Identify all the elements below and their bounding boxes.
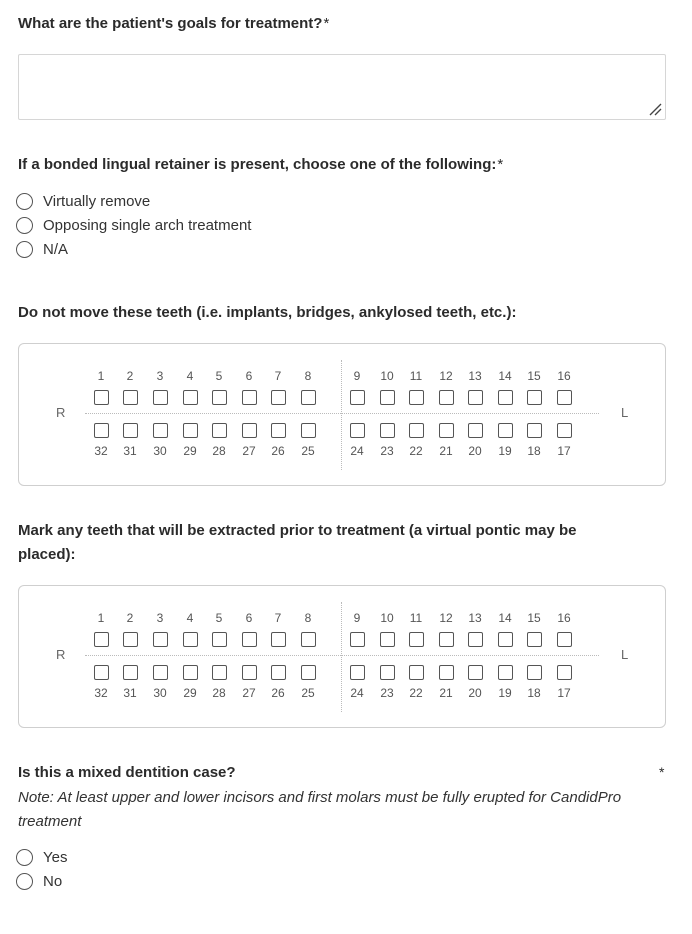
extract-tooth-checkbox[interactable]	[94, 665, 109, 680]
radio-button[interactable]	[16, 241, 33, 258]
tooth-number-label: 21	[439, 444, 453, 458]
midline-divider	[341, 360, 342, 470]
radio-button[interactable]	[16, 193, 33, 210]
do-not-move-tooth-checkbox[interactable]	[271, 390, 286, 405]
mixed-dentition-question-text: Is this a mixed dentition case?	[18, 764, 236, 781]
tooth-number-label: 15	[527, 369, 541, 383]
tooth-number-label: 1	[97, 369, 105, 383]
tooth-number-label: 8	[304, 611, 312, 625]
tooth-number-label: 26	[271, 686, 285, 700]
do-not-move-tooth-checkbox[interactable]	[242, 423, 257, 438]
do-not-move-tooth-checkbox[interactable]	[439, 423, 454, 438]
midline-divider	[341, 602, 342, 712]
mixed-dentition-question-label	[18, 761, 236, 785]
right-side-label: R	[56, 405, 66, 420]
tooth-number-label: 31	[123, 686, 137, 700]
left-side-label: L	[621, 647, 629, 662]
tooth-number-label: 16	[557, 611, 571, 625]
tooth-number-label: 32	[94, 444, 108, 458]
extract-question-label	[18, 519, 638, 567]
extract-tooth-checkbox[interactable]	[242, 665, 257, 680]
tooth-number-label: 9	[353, 369, 361, 383]
tooth-number-label: 28	[212, 686, 226, 700]
retainer-question-text: If a bonded lingual retainer is present, choose one of the following:	[18, 156, 497, 173]
tooth-number-label: 23	[380, 686, 394, 700]
extract-tooth-chart	[18, 585, 666, 728]
right-side-label: R	[56, 647, 66, 662]
do-not-move-tooth-checkbox[interactable]	[527, 423, 542, 438]
do-not-move-tooth-checkbox[interactable]	[94, 423, 109, 438]
extract-tooth-checkbox[interactable]	[498, 632, 513, 647]
tooth-number-label: 22	[409, 444, 423, 458]
do-not-move-tooth-checkbox[interactable]	[557, 390, 572, 405]
do-not-move-tooth-checkbox[interactable]	[350, 390, 365, 405]
tooth-number-label: 9	[353, 611, 361, 625]
extract-tooth-checkbox[interactable]	[468, 632, 483, 647]
goals-textarea[interactable]	[18, 54, 666, 120]
tooth-number-label: 16	[557, 369, 571, 383]
do-not-move-tooth-checkbox[interactable]	[557, 423, 572, 438]
do-not-move-tooth-checkbox[interactable]	[380, 390, 395, 405]
radio-option-virtually-remove[interactable]	[16, 191, 150, 211]
tooth-number-label: 28	[212, 444, 226, 458]
tooth-number-label: 11	[409, 611, 423, 625]
tooth-number-label: 17	[557, 686, 571, 700]
do-not-move-tooth-checkbox[interactable]	[301, 390, 316, 405]
extract-tooth-checkbox[interactable]	[527, 632, 542, 647]
do-not-move-tooth-checkbox[interactable]	[271, 423, 286, 438]
extract-tooth-checkbox[interactable]	[301, 632, 316, 647]
tooth-number-label: 14	[498, 369, 512, 383]
goals-question-text: What are the patient's goals for treatment?	[18, 15, 323, 32]
extract-tooth-checkbox[interactable]	[153, 665, 168, 680]
tooth-number-label: 29	[183, 444, 197, 458]
extract-tooth-checkbox[interactable]	[242, 632, 257, 647]
tooth-number-label: 14	[498, 611, 512, 625]
extract-tooth-checkbox[interactable]	[212, 665, 227, 680]
tooth-number-label: 2	[126, 369, 134, 383]
do-not-move-tooth-checkbox[interactable]	[439, 390, 454, 405]
do-not-move-tooth-checkbox[interactable]	[380, 423, 395, 438]
resize-grip-icon[interactable]	[648, 102, 662, 116]
radio-option-yes[interactable]	[16, 847, 67, 867]
tooth-number-label: 3	[156, 611, 164, 625]
tooth-number-label: 10	[380, 369, 394, 383]
radio-option-no[interactable]	[16, 871, 62, 891]
tooth-number-label: 20	[468, 686, 482, 700]
tooth-number-label: 19	[498, 444, 512, 458]
radio-button[interactable]	[16, 217, 33, 234]
radio-label: No	[43, 872, 63, 890]
do-not-move-tooth-checkbox[interactable]	[301, 423, 316, 438]
tooth-number-label: 8	[304, 369, 312, 383]
do-not-move-tooth-checkbox[interactable]	[153, 390, 168, 405]
extract-tooth-checkbox[interactable]	[271, 632, 286, 647]
tooth-number-label: 17	[557, 444, 571, 458]
tooth-number-label: 6	[245, 611, 253, 625]
tooth-number-label: 6	[245, 369, 253, 383]
tooth-number-label: 2	[126, 611, 134, 625]
tooth-number-label: 7	[274, 611, 282, 625]
do-not-move-question-text: Do not move these teeth (i.e. implants, bridges, ankylosed teeth, etc.):	[18, 304, 517, 321]
extract-tooth-checkbox[interactable]	[498, 665, 513, 680]
extract-tooth-checkbox[interactable]	[94, 632, 109, 647]
radio-label: N/A	[43, 240, 69, 258]
extract-tooth-checkbox[interactable]	[212, 632, 227, 647]
tooth-number-label: 32	[94, 686, 108, 700]
tooth-number-label: 22	[409, 686, 423, 700]
tooth-number-label: 15	[527, 611, 541, 625]
extract-tooth-checkbox[interactable]	[123, 665, 138, 680]
radio-label: Virtually remove	[43, 192, 151, 210]
do-not-move-tooth-checkbox[interactable]	[94, 390, 109, 405]
tooth-number-label: 25	[301, 444, 315, 458]
do-not-move-question-label	[18, 301, 516, 325]
tooth-number-label: 30	[153, 444, 167, 458]
tooth-number-label: 24	[350, 686, 364, 700]
extract-tooth-checkbox[interactable]	[380, 632, 395, 647]
do-not-move-tooth-checkbox[interactable]	[212, 390, 227, 405]
extract-tooth-checkbox[interactable]	[439, 665, 454, 680]
tooth-number-label: 12	[439, 369, 453, 383]
required-mark: *	[659, 764, 665, 780]
retainer-question-label	[18, 153, 503, 177]
tooth-number-label: 20	[468, 444, 482, 458]
extract-question-text: Mark any teeth that will be extracted prior to treatment (a virtual pontic may be placed):	[18, 522, 577, 563]
radio-label: Opposing single arch treatment	[43, 216, 252, 234]
do-not-move-tooth-checkbox[interactable]	[527, 390, 542, 405]
do-not-move-tooth-checkbox[interactable]	[498, 390, 513, 405]
tooth-number-label: 31	[123, 444, 137, 458]
extract-tooth-checkbox[interactable]	[439, 632, 454, 647]
extract-tooth-checkbox[interactable]	[380, 665, 395, 680]
do-not-move-tooth-checkbox[interactable]	[153, 423, 168, 438]
required-mark: *	[497, 156, 504, 173]
arch-divider	[85, 655, 599, 656]
tooth-number-label: 27	[242, 444, 256, 458]
radio-button[interactable]	[16, 873, 33, 890]
left-side-label: L	[621, 405, 629, 420]
do-not-move-tooth-checkbox[interactable]	[468, 423, 483, 438]
do-not-move-tooth-checkbox[interactable]	[183, 390, 198, 405]
mixed-dentition-note: Note: At least upper and lower incisors and first molars must be fully erupted for CandidPro treatment	[18, 789, 622, 830]
tooth-number-label: 5	[215, 369, 223, 383]
do-not-move-tooth-checkbox[interactable]	[468, 390, 483, 405]
tooth-number-label: 29	[183, 686, 197, 700]
extract-tooth-checkbox[interactable]	[183, 632, 198, 647]
tooth-number-label: 4	[186, 369, 194, 383]
extract-tooth-checkbox[interactable]	[409, 632, 424, 647]
tooth-number-label: 1	[97, 611, 105, 625]
do-not-move-tooth-checkbox[interactable]	[242, 390, 257, 405]
extract-tooth-checkbox[interactable]	[123, 632, 138, 647]
extract-tooth-checkbox[interactable]	[409, 665, 424, 680]
tooth-number-label: 11	[409, 369, 423, 383]
do-not-move-tooth-checkbox[interactable]	[409, 390, 424, 405]
do-not-move-tooth-checkbox[interactable]	[123, 423, 138, 438]
tooth-number-label: 5	[215, 611, 223, 625]
required-mark: *	[323, 15, 330, 32]
tooth-number-label: 26	[271, 444, 285, 458]
tooth-number-label: 24	[350, 444, 364, 458]
goals-question-label	[18, 12, 329, 36]
do-not-move-tooth-checkbox[interactable]	[183, 423, 198, 438]
extract-tooth-checkbox[interactable]	[153, 632, 168, 647]
tooth-number-label: 3	[156, 369, 164, 383]
extract-tooth-checkbox[interactable]	[557, 632, 572, 647]
radio-option-opposing-single-arch[interactable]	[16, 215, 251, 235]
radio-button[interactable]	[16, 849, 33, 866]
tooth-number-label: 18	[527, 444, 541, 458]
tooth-number-label: 4	[186, 611, 194, 625]
extract-tooth-checkbox[interactable]	[557, 665, 572, 680]
extract-tooth-checkbox[interactable]	[301, 665, 316, 680]
tooth-number-label: 30	[153, 686, 167, 700]
extract-tooth-checkbox[interactable]	[468, 665, 483, 680]
tooth-number-label: 23	[380, 444, 394, 458]
tooth-number-label: 27	[242, 686, 256, 700]
arch-divider	[85, 413, 599, 414]
radio-label: Yes	[43, 848, 68, 866]
tooth-number-label: 21	[439, 686, 453, 700]
tooth-number-label: 18	[527, 686, 541, 700]
do-not-move-tooth-checkbox[interactable]	[350, 423, 365, 438]
tooth-number-label: 7	[274, 369, 282, 383]
tooth-number-label: 10	[380, 611, 394, 625]
tooth-number-label: 12	[439, 611, 453, 625]
tooth-number-label: 19	[498, 686, 512, 700]
extract-tooth-checkbox[interactable]	[271, 665, 286, 680]
extract-tooth-checkbox[interactable]	[350, 665, 365, 680]
extract-tooth-checkbox[interactable]	[350, 632, 365, 647]
do-not-move-tooth-checkbox[interactable]	[212, 423, 227, 438]
do-not-move-tooth-chart	[18, 343, 666, 486]
extract-tooth-checkbox[interactable]	[527, 665, 542, 680]
tooth-number-label: 13	[468, 611, 482, 625]
extract-tooth-checkbox[interactable]	[183, 665, 198, 680]
do-not-move-tooth-checkbox[interactable]	[409, 423, 424, 438]
do-not-move-tooth-checkbox[interactable]	[123, 390, 138, 405]
radio-option-na[interactable]	[16, 239, 68, 259]
tooth-number-label: 25	[301, 686, 315, 700]
tooth-number-label: 13	[468, 369, 482, 383]
do-not-move-tooth-checkbox[interactable]	[498, 423, 513, 438]
